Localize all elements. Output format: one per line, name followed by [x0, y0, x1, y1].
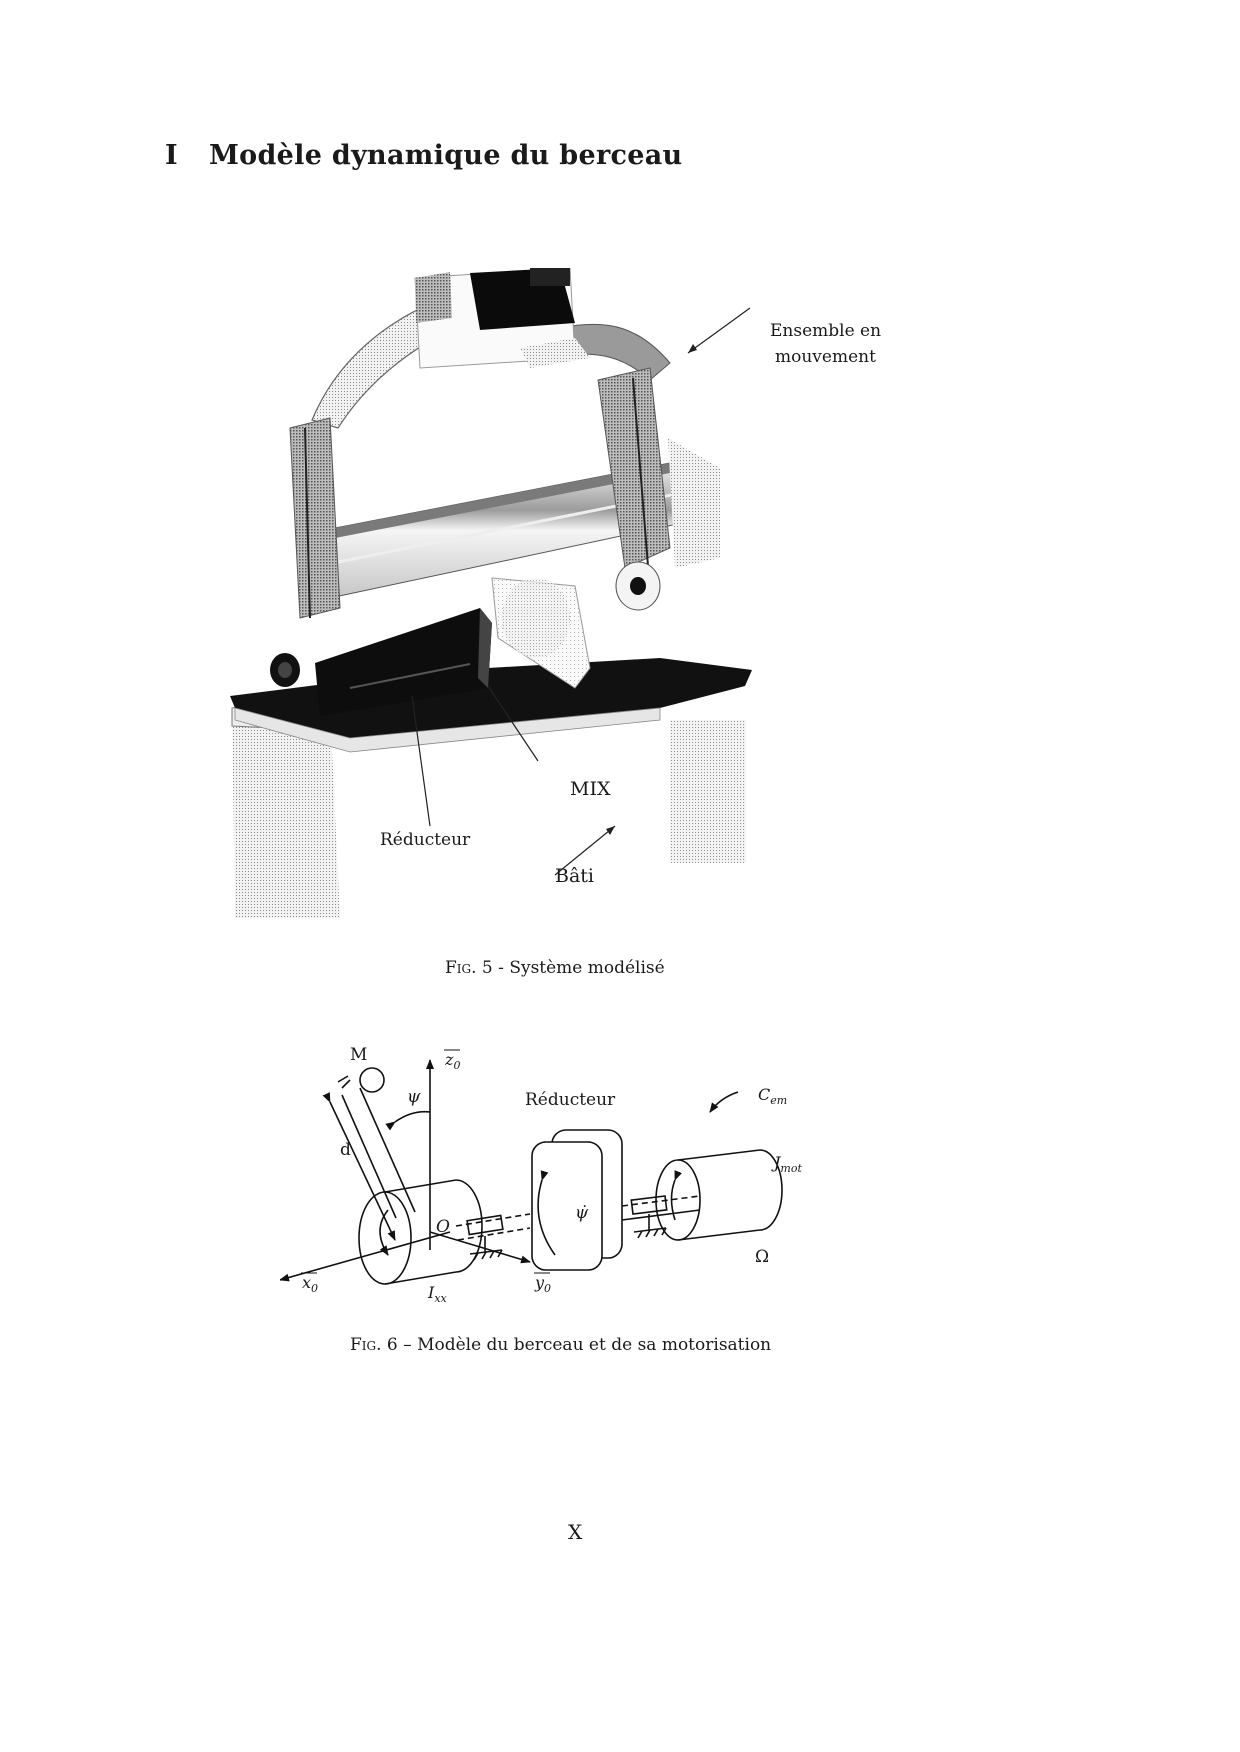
shaft-1 [456, 1214, 530, 1240]
section-title [165, 140, 682, 171]
fig5-caption-text: Système modélisé [509, 958, 665, 978]
Cem-arrow [710, 1092, 738, 1112]
base-block-right [660, 708, 750, 863]
label-reducteur-fig6: Réducteur [525, 1090, 616, 1110]
bearing-2 [631, 1196, 666, 1238]
reducteur-box [532, 1130, 622, 1270]
top-head [415, 268, 590, 368]
rotation-arrow-cylinder [380, 1210, 388, 1255]
label-Jmot: $J_{mot}$ [774, 1153, 802, 1175]
label-z0: $z_0$ [445, 1050, 461, 1072]
section-title-text: Modèle dynamique du berceau [209, 140, 683, 171]
mass-M [360, 1068, 384, 1092]
label-mix: MIX [570, 778, 611, 800]
label-M: M [350, 1045, 368, 1065]
fig5-caption-prefix: Fig. 5 [445, 958, 493, 978]
motor-cylinder [656, 1150, 782, 1240]
fig6-caption-separator: – [397, 1335, 418, 1355]
label-Ixx: $I_{xx}$ [428, 1283, 447, 1305]
label-Omega: Ω [755, 1247, 770, 1267]
label-psi: ψ [407, 1087, 421, 1107]
label-x0: $x_0$ [302, 1273, 319, 1295]
page-number: X [568, 1520, 583, 1544]
label-ensemble-line2: mouvement [775, 347, 876, 367]
fig6-diagram [280, 1040, 900, 1320]
section-number: I [165, 140, 178, 171]
distance-d-dimension [330, 1102, 395, 1240]
cradle-cylinder [359, 1180, 482, 1284]
fig6-caption-prefix: Fig. 6 [350, 1335, 398, 1355]
label-bati: Bâti [555, 865, 595, 887]
left-upright [270, 418, 340, 687]
fig5-illustration [230, 268, 930, 928]
psi-angle-arc [395, 1112, 430, 1122]
fig6-caption-text: Modèle du berceau et de sa motorisation [417, 1335, 772, 1355]
fig5-caption-separator: - [492, 958, 510, 978]
label-O: O [436, 1217, 450, 1237]
label-y0: $y_0$ [535, 1273, 552, 1295]
label-ensemble-line1: Ensemble en [770, 321, 882, 341]
label-reducteur: Réducteur [380, 830, 471, 850]
fig5-caption [445, 958, 665, 978]
label-Cem: $C_{em}$ [758, 1085, 788, 1107]
right-upright [598, 368, 720, 610]
fig6-caption [350, 1335, 771, 1355]
label-psi-dot: ψ̇ [575, 1203, 589, 1223]
label-d: d [340, 1140, 351, 1160]
